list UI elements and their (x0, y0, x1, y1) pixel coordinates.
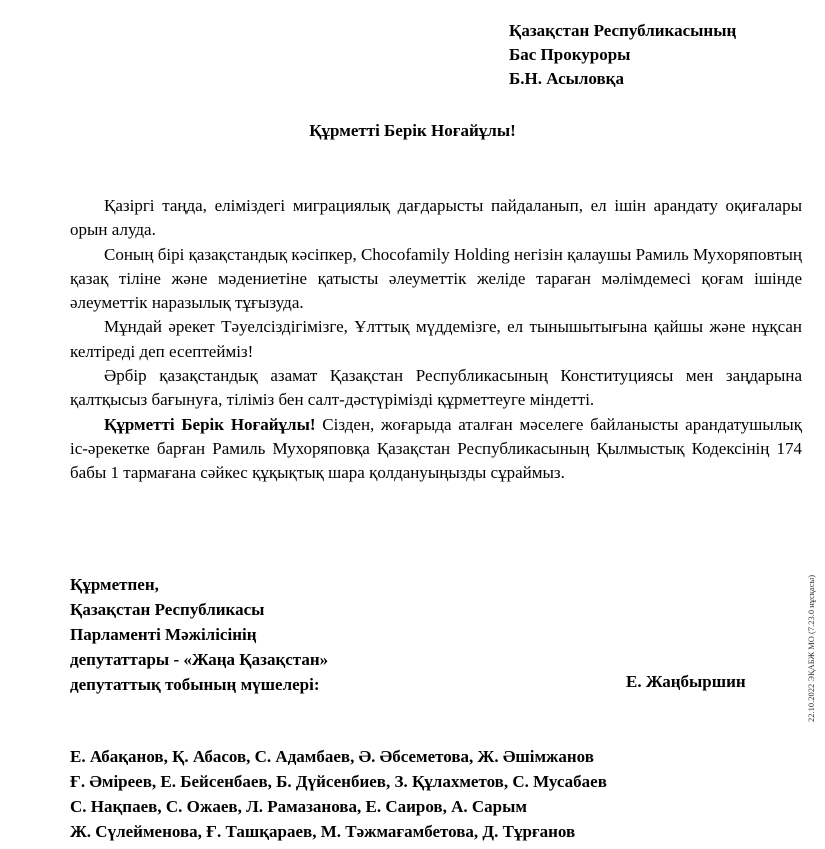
addressee-line-3: Б.Н. Асыловқа (509, 69, 624, 88)
members-line-1: Е. Абақанов, Қ. Абасов, С. Адамбаев, Ә. Әбсеметова, Ж. Әшімжанов (70, 747, 594, 766)
letter-body (70, 194, 802, 486)
body-paragraph-3-text: Мұндай әрекет Тәуелсіздігімізге, Ұлттық мүддемізге, ел тынышытығына қайшы және нұқсан келтіреді деп есептейміз! (70, 317, 802, 361)
addressee-line-2: Бас Прокуроры (509, 45, 631, 64)
body-paragraph-1 (70, 194, 802, 243)
signer-name: Е. Жаңбыршин (626, 672, 746, 691)
members-line-3: С. Нақпаев, С. Ожаев, Л. Рамазанова, Е. Саиров, А. Сарым (70, 797, 527, 816)
signature-line-3: Парламенті Мәжілісінің (70, 625, 257, 644)
body-paragraph-1-text: Қазіргі таңда, еліміздегі миграциялық дағдарысты пайдаланып, ел ішін арандату оқиғалары орын алуда. (70, 196, 802, 240)
salutation: Құрметті Берік Ноғайұлы! (309, 121, 516, 140)
members-list (70, 744, 607, 844)
signature-line-4: депутаттары - «Жаңа Қазақстан» (70, 650, 329, 669)
body-paragraph-5-salutation: Құрметті Берік Ноғайұлы! (104, 414, 316, 434)
signature-block (70, 572, 328, 697)
body-paragraph-2 (70, 243, 802, 316)
addressee-block (509, 19, 736, 91)
body-paragraph-2-text: Соның бірі қазақстандық кәсіпкер, Chocofamily Holding негізін қалаушы Рамиль Мухоряповтың қазақ тіліне және мәдениетіне қатысты әлеуметтік желіде тараған мәлімдемесі қоғам ішінде әлеуметтік наразылық тұғызуда. (70, 244, 802, 313)
members-line-2: Ғ. Әміреев, Е. Бейсенбаев, Б. Дүйсенбиев, З. Құлахметов, С. Мусабаев (70, 772, 607, 791)
body-paragraph-4-text: Әрбір қазақстандық азамат Қазақстан Республикасының Конституциясы мен заңдарына қалтқысыз бағынуға, тіліміз бен салт-дәстүрімізді құрметтеуге міндетті. (70, 366, 802, 410)
body-paragraph-4 (70, 364, 802, 413)
signature-line-2: Қазақстан Республикасы (70, 600, 265, 619)
signature-line-5: депутаттық тобының мүшелері: (70, 675, 320, 694)
signature-line-1: Құрметпен, (70, 575, 159, 594)
body-paragraph-3 (70, 315, 802, 364)
body-paragraph-5-text: Сізден, жоғарыда аталған мәселеге байланысты арандатушылық іс-әрекетке барған Рамиль Мухоряповқа Қазақстан Республикасының Қылмыстық Кодексінің 174 бабы 1 тармағана сәйкес құқықтық шара қолдануыңызды сұраймыз. (70, 414, 802, 483)
body-paragraph-5 (70, 413, 802, 486)
members-line-4: Ж. Сүлейменова, Ғ. Ташқараев, М. Тәжмағамбетова, Д. Тұрғанов (70, 822, 576, 841)
addressee-line-1: Қазақстан Республикасының (509, 21, 737, 40)
registration-stamp: 22.10.2022 ЭҚАБЖ МО (7.23.0 нұсқасы) (806, 574, 816, 722)
